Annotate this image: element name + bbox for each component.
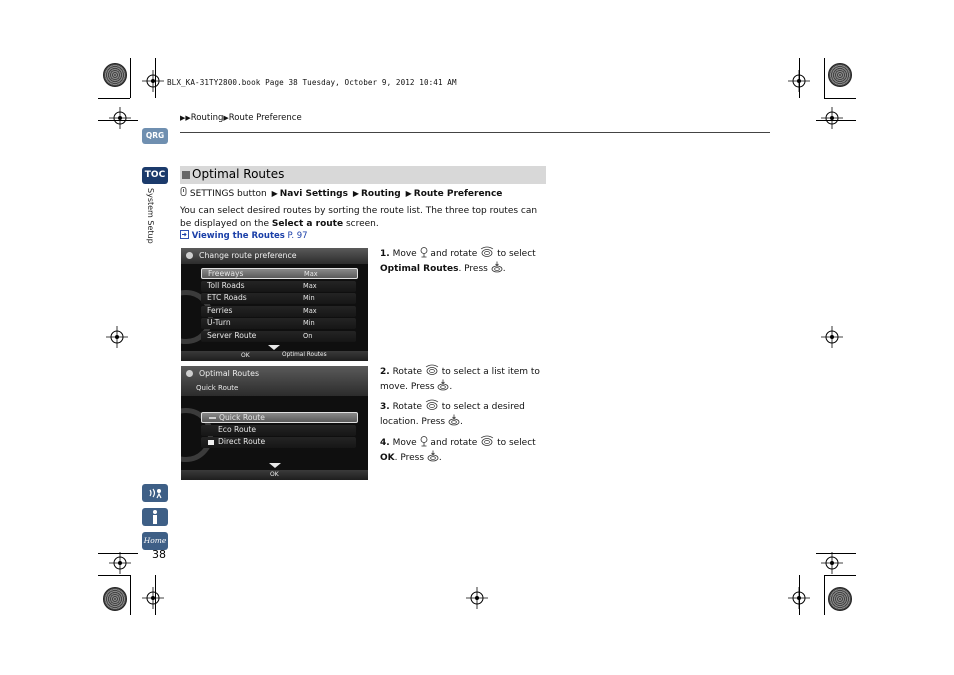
breadcrumb-separator: ▶ [223, 114, 229, 122]
file-info: BLX_KA-31TY2800.book Page 38 Tuesday, October 9, 2012 10:41 AM [167, 78, 457, 87]
xref-viewing-routes[interactable] [180, 230, 308, 241]
step-number: 3. [380, 402, 390, 412]
row-label: Toll Roads [207, 281, 245, 290]
screen-footer [181, 351, 368, 361]
path-separator: ▶ [271, 189, 278, 198]
info-icon[interactable] [142, 508, 168, 526]
registration-mark-icon [109, 107, 131, 129]
step-bold-text: OK [380, 452, 395, 463]
screen-subtitle: Quick Route [196, 384, 239, 392]
step-text: Rotate [392, 402, 425, 412]
path-separator: ▶ [405, 189, 412, 198]
dial-icon [480, 246, 494, 261]
row-value: On [303, 332, 313, 340]
settings-button-text: SETTINGS button [189, 189, 267, 199]
step-text: to select [494, 249, 536, 259]
settings-button-icon [180, 187, 187, 199]
path-item-route-preference: Route Preference [413, 189, 503, 199]
press-icon [491, 261, 503, 276]
joystick-icon [420, 436, 428, 450]
home-label: Home [143, 536, 167, 545]
breadcrumb-item-route-preference[interactable]: Route Preference [228, 113, 302, 123]
step-2 [380, 364, 550, 393]
row-label: Ferries [207, 306, 233, 315]
screen-footer [181, 470, 368, 480]
row-label: ETC Roads [207, 293, 247, 302]
row-value: Min [303, 319, 315, 327]
row-value: Min [303, 294, 315, 302]
page-number: 38 [152, 548, 166, 561]
list-item[interactable] [201, 293, 356, 304]
screen-header [181, 248, 368, 264]
ok-button[interactable]: OK [241, 352, 250, 359]
row-label: Freeways [208, 269, 244, 278]
xref-page[interactable]: P. 97 [287, 231, 308, 241]
color-target-icon [103, 587, 127, 611]
step-text: . [438, 452, 442, 463]
description-bold-text: Select a route [271, 218, 344, 229]
dial-icon [425, 399, 439, 414]
step-text: to select a desired location. Press [380, 402, 525, 427]
color-target-icon [103, 63, 127, 87]
step-text: . [449, 381, 453, 392]
ok-button[interactable]: OK [270, 471, 279, 478]
step-text: to select a list item to move. Press [380, 367, 540, 392]
settings-path [180, 187, 502, 199]
step-text: and rotate [427, 438, 481, 448]
dial-icon [425, 364, 439, 379]
list-item[interactable] [201, 331, 356, 342]
breadcrumb [180, 113, 302, 123]
row-label: Server Route [207, 331, 257, 340]
step-text: Move [392, 438, 420, 448]
tab-toc[interactable]: TOC [142, 167, 168, 184]
path-item-navi-settings: Navi Settings [279, 189, 348, 199]
back-icon[interactable] [186, 252, 193, 259]
row-value: Max [303, 282, 317, 290]
section-side-label: System Setup [146, 188, 155, 244]
screen-title: Optimal Routes [199, 369, 260, 378]
description-text-end: screen. [343, 218, 379, 229]
path-item-routing: Routing [360, 189, 401, 199]
step-text: . Press [458, 263, 491, 274]
screen-header [181, 366, 368, 396]
registration-mark-icon [788, 587, 810, 609]
step-text: to select [494, 438, 536, 448]
registration-mark-icon [106, 326, 128, 348]
optimal-routes-button[interactable]: Optimal Routes [282, 352, 327, 358]
list-item[interactable] [201, 281, 356, 292]
row-label: Eco Route [218, 425, 257, 434]
registration-mark-icon [142, 70, 164, 92]
registration-mark-icon [466, 587, 488, 609]
step-text: Rotate [392, 367, 425, 377]
tab-qrg[interactable]: QRG [142, 128, 168, 144]
list-item[interactable] [201, 425, 356, 436]
step-number: 1. [380, 249, 390, 259]
back-icon[interactable] [186, 370, 193, 377]
registration-mark-icon [788, 70, 810, 92]
joystick-icon [420, 247, 428, 261]
chevron-down-icon [269, 463, 281, 468]
registration-mark-icon [821, 552, 843, 574]
step-1 [380, 246, 550, 275]
breadcrumb-marker: ▶▶ [180, 114, 191, 122]
link-arrow-icon [180, 230, 189, 239]
path-separator: ▶ [352, 189, 359, 198]
press-icon [427, 450, 439, 465]
step-text: . [459, 416, 463, 427]
xref-label[interactable]: Viewing the Routes [191, 231, 285, 241]
breadcrumb-item-routing[interactable]: Routing [190, 113, 224, 123]
step-text: Move [392, 249, 420, 259]
step-3 [380, 399, 550, 428]
section-description [180, 205, 550, 230]
step-bold-text: Optimal Routes [380, 263, 459, 274]
registration-mark-icon [109, 552, 131, 574]
step-text: . [502, 263, 506, 274]
step-text: and rotate [427, 249, 481, 259]
press-icon [437, 379, 449, 394]
dial-icon [480, 435, 494, 450]
drag-handle-icon [209, 417, 216, 419]
color-target-icon [828, 587, 852, 611]
header-divider [180, 132, 770, 133]
step-text: . Press [394, 452, 427, 463]
row-value: Max [303, 307, 317, 315]
registration-mark-icon [821, 107, 843, 129]
step-number: 4. [380, 438, 390, 448]
list-item[interactable] [201, 412, 358, 423]
list-item[interactable] [201, 437, 356, 448]
row-value: Max [304, 270, 318, 278]
screen-title: Change route preference [199, 251, 297, 260]
color-target-icon [828, 63, 852, 87]
section-title: Optimal Routes [192, 167, 285, 181]
section-square-icon [182, 171, 190, 179]
row-label: U-Turn [207, 318, 231, 327]
step-4 [380, 435, 550, 464]
chevron-down-icon [268, 345, 280, 350]
row-label: Quick Route [219, 413, 265, 422]
row-label: Direct Route [218, 437, 266, 446]
list-item[interactable] [201, 268, 358, 279]
list-item[interactable] [201, 318, 356, 329]
press-icon [448, 414, 460, 429]
list-item[interactable] [201, 306, 356, 317]
description-text: You can select desired routes by sorting the route list. The three top routes can be displayed on the [180, 206, 538, 229]
step-number: 2. [380, 367, 390, 377]
voice-command-icon[interactable] [142, 484, 168, 502]
screen-optimal-routes [181, 366, 368, 480]
registration-mark-icon [821, 326, 843, 348]
section-heading [180, 166, 546, 184]
screen-change-route-preference [181, 248, 368, 361]
bullet-icon [208, 440, 214, 445]
registration-mark-icon [142, 587, 164, 609]
